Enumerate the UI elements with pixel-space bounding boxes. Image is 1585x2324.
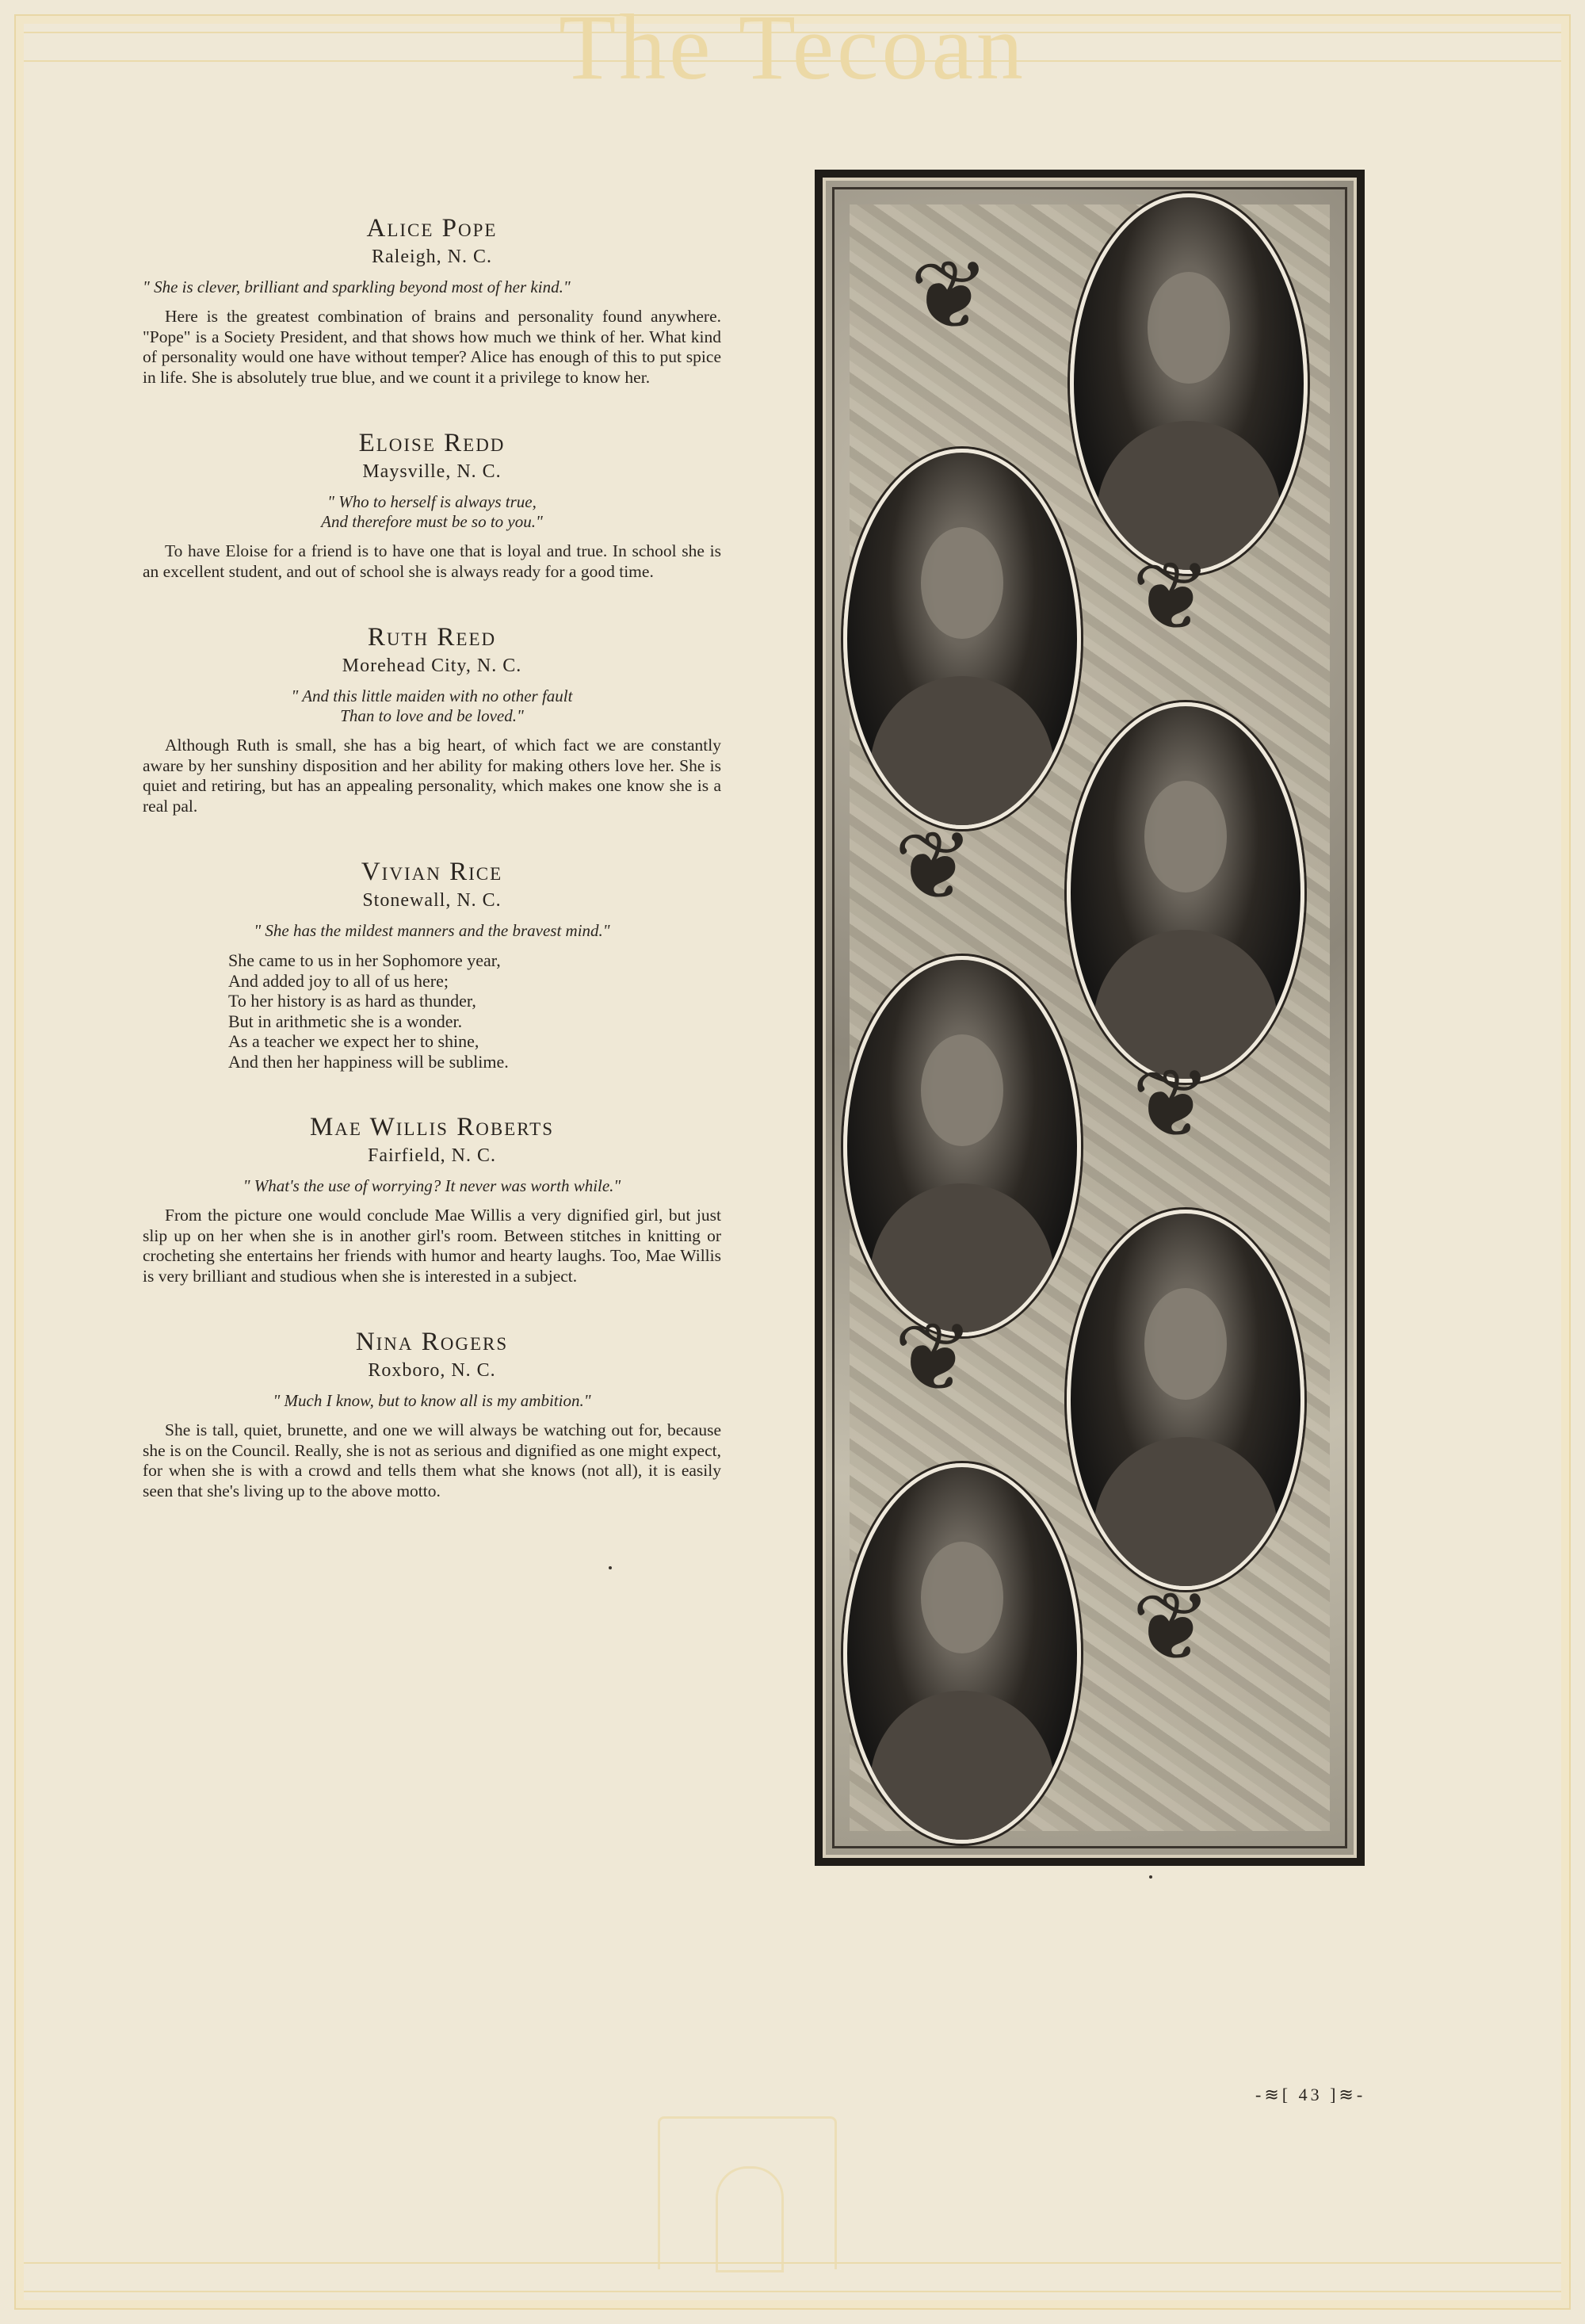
bio-quote: " Much I know, but to know all is my ambition.": [273, 1391, 591, 1410]
bio-poem: She came to us in her Sophomore year, And added joy to all of us here; To her history is as hard as thunder, But in arithmetic she is a wonder. As a teacher we expect her to shine, And then her happiness will be sublime.: [228, 950, 509, 1072]
bio-quote: " What's the use of worrying? It never was worth while.": [243, 1176, 621, 1195]
bio-vivian-rice: [143, 858, 721, 1072]
bio-hometown: Morehead City, N. C.: [342, 656, 522, 676]
portrait-photo-ruth-reed: [1067, 702, 1304, 1083]
leaf-sprig-icon: ❦: [1132, 1052, 1212, 1157]
bio-text: To have Eloise for a friend is to have one that is loyal and true. In school she is an excellent student, and out of school she is always ready for a good time.: [143, 541, 721, 581]
bio-text: Although Ruth is small, she has a big heart, of which fact we are constantly aware by her sunshiny disposition and her ability for making others love her. She is quiet and retiring, but has an appealing personality, which makes one know she is a real pal.: [143, 736, 721, 816]
portrait-photo-vivian-rice: [843, 956, 1081, 1336]
bio-eloise-redd: [143, 429, 721, 582]
bio-ruth-reed: [143, 623, 721, 816]
portrait-photo-alice-pope: [1070, 193, 1308, 574]
leaf-sprig-icon: ❦: [1132, 545, 1212, 650]
portrait-panel: [815, 170, 1365, 1866]
print-speck: [1149, 1875, 1152, 1879]
bio-name: Mae Willis Roberts: [309, 1113, 555, 1141]
bios-column: [143, 214, 721, 1542]
bio-text: Here is the greatest combination of brains and personality found anywhere. "Pope" is a Society President, and that shows how much we think of her. What kind of personality would one have without temper? Alice has enough of this to put spice in life. She is absolutely true blue, and we count it a privilege to know her.: [143, 307, 721, 387]
bio-name: Eloise Redd: [358, 429, 506, 457]
bio-nina-rogers: [143, 1328, 721, 1501]
bio-name: Alice Pope: [366, 214, 498, 243]
yearbook-banner: The Tecoan: [559, 0, 1026, 99]
bio-text: She is tall, quiet, brunette, and one we will always be watching out for, because she is on the Council. Really, she is not as serious and dignified as one might expect, for when she is with a crowd and tells them what she knows (not all), it is easily seen that she's living up to the above motto.: [143, 1420, 721, 1500]
bio-name: Nina Rogers: [355, 1328, 509, 1356]
bio-hometown: Fairfield, N. C.: [368, 1145, 496, 1166]
bio-hometown: Maysville, N. C.: [362, 461, 502, 482]
bottom-ornament: [658, 2116, 837, 2269]
bio-name: Ruth Reed: [367, 623, 497, 652]
bio-quote: " And this little maiden with no other fault Than to love and be loved.": [291, 686, 573, 725]
bio-hometown: Stonewall, N. C.: [362, 890, 502, 911]
portrait-photo-nina-rogers: [843, 1463, 1081, 1844]
bio-mae-willis-roberts: [143, 1113, 721, 1286]
portrait-photo-eloise-redd: [843, 449, 1081, 829]
bio-alice-pope: [143, 214, 721, 388]
bio-quote: " She is clever, brilliant and sparkling beyond most of her kind.": [143, 277, 571, 296]
leaf-sprig-icon: ❦: [910, 243, 990, 349]
bio-quote: " She has the mildest manners and the bravest mind.": [254, 921, 610, 940]
print-speck: [609, 1566, 612, 1569]
bio-name: Vivian Rice: [361, 858, 503, 886]
page-number: -≋[ 43 ]≋-: [1255, 2085, 1366, 2104]
portrait-photo-mae-willis-roberts: [1067, 1210, 1304, 1590]
leaf-sprig-icon: ❦: [894, 1305, 974, 1411]
bio-text: From the picture one would conclude Mae Willis a very dignified girl, but just slip up on her when she is in another girl's room. Between stitches in knitting or crocheting she entertains her friends with humor and hearty laughs. Too, Mae Willis is very brilliant and studious when she is interested in a subject.: [143, 1206, 721, 1286]
bio-hometown: Raleigh, N. C.: [372, 247, 492, 267]
leaf-sprig-icon: ❦: [1132, 1575, 1212, 1680]
leaf-sprig-icon: ❦: [894, 814, 974, 919]
bio-quote: " Who to herself is always true, And therefore must be so to you.": [321, 492, 543, 531]
bio-hometown: Roxboro, N. C.: [368, 1360, 496, 1381]
